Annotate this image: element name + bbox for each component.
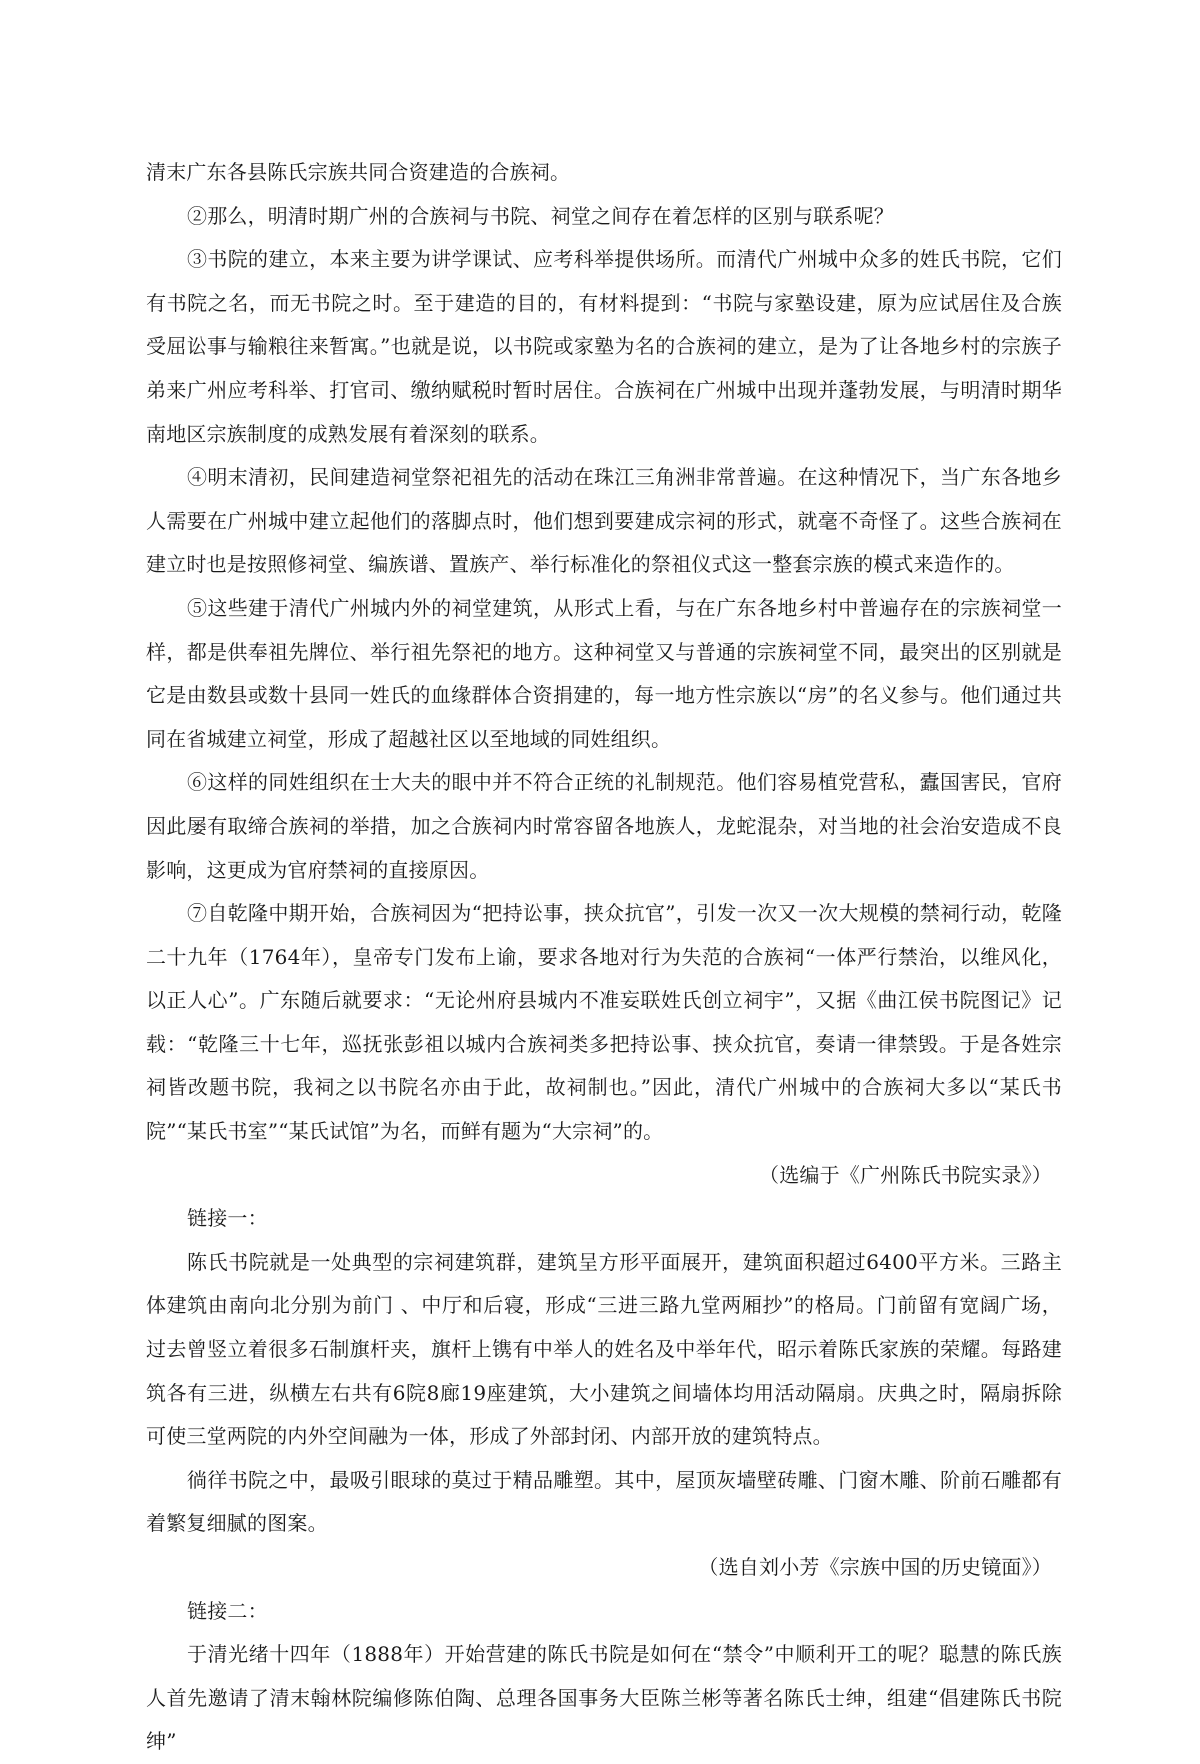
paragraph-6: ⑥这样的同姓组织在士大夫的眼中并不符合正统的礼制规范。他们容易植党营私，蠹国害民，官府因此屡有取缔合族祠的举措，加之合族祠内时常容留各地族人，龙蛇混杂，对当地的社会治安造成不良影响，这更成为官府禁祠的直接原因。 <box>146 770 1062 882</box>
paragraph-5: ⑤这些建于清代广州城内外的祠堂建筑，从形式上看，与在广东各地乡村中普遍存在的宗族祠堂一样，都是供奉祖先牌位、举行祖先祭祀的地方。这种祠堂又与普通的宗族祠堂不同，最突出的区别就是它是由数县或数十县同一姓氏的血缘群体合资捐建的，每一地方性宗族以“房”的名义参与。他们通过共同在省城建立祠堂，形成了超越社区以至地域的同姓组织。 <box>146 595 1062 751</box>
link-1-heading: 链接一： <box>187 1206 268 1231</box>
article-body <box>146 151 1062 1764</box>
link-2-paragraph-1: 于清光绪十四年（1888年）开始营建的陈氏书院是如何在“禁令”中顺利开工的呢？聪慧的陈氏族人首先邀请了清末翰林院编修陈伯陶、总理各国事务大臣陈兰彬等著名陈氏士绅，组建“倡建陈氏书院绅” <box>146 1642 1062 1754</box>
source-citation-1: （选编于《广州陈氏书院实录》） <box>759 1162 1052 1187</box>
paragraph-continuation: 清末广东各县陈氏宗族共同合资建造的合族祠。 <box>146 160 571 184</box>
paragraph-2: ②那么，明清时期广州的合族祠与书院、祠堂之间存在着怎样的区别与联系呢？ <box>187 203 894 228</box>
paragraph-4: ④明末清初，民间建造祠堂祭祀祖先的活动在珠江三角洲非常普遍。在这种情况下，当广东各地乡人需要在广州城中建立起他们的落脚点时，他们想到要建成宗祠的形式，就毫不奇怪了。这些合族祠在建立时也是按照修祠堂、编族谱、置族产、举行标准化的祭祖仪式这一整套宗族的模式来造作的。 <box>146 465 1062 577</box>
source-citation-2: （选自刘小芳《宗族中国的历史镜面》） <box>698 1555 1052 1579</box>
link-1-paragraph-2: 徜徉书院之中，最吸引眼球的莫过于精品雕塑。其中，屋顶灰墙壁砖雕、门窗木雕、阶前石雕都有着繁复细腻的图案。 <box>146 1467 1062 1536</box>
link-1-paragraph-1: 陈氏书院就是一处典型的宗祠建筑群，建筑呈方形平面展开，建筑面积超过6400平方米。三路主体建筑由南向北分别为前门 、中厅和后寝，形成“三进三路九堂两厢抄”的格局。门前留有宽阔广场，过去曾竖立着很多石制旗杆夹，旗杆上镌有中举人的姓名及中举年代，昭示着陈氏家族的荣耀。每路建筑各有三进，纵横左右共有6院8廊19座建筑，大小建筑之间墙体均用活动隔扇。庆典之时，隔扇拆除可使三堂两院的内外空间融为一体，形成了外部封闭、内部开放的建筑特点。 <box>146 1249 1062 1449</box>
paragraph-3: ③书院的建立，本来主要为讲学课试、应考科举提供场所。而清代广州城中众多的姓氏书院，它们有书院之名，而无书院之时。至于建造的目的，有材料提到：“书院与家塾设建，原为应试居住及合族受屈讼事与输粮往来暂寓。”也就是说，以书院或家塾为名的合族祠的建立，是为了让各地乡村的宗族子弟来广州应考科举、打官司、缴纳赋税时暂时居住。合族祠在广州城中出现并蓬勃发展，与明清时期华南地区宗族制度的成熟发展有着深刻的联系。 <box>146 247 1062 446</box>
link-2-heading: 链接二： <box>187 1598 268 1623</box>
paragraph-7: ⑦自乾隆中期开始，合族祠因为“把持讼事，挟众抗官”，引发一次又一次大规模的禁祠行动，乾隆二十九年（1764年），皇帝专门发布上谕，要求各地对行为失范的合族祠“一体严行禁治，以维风化，以正人心”。广东随后就要求：“无论州府县城内不准妄联姓氏创立祠宇”，又据《曲江侯书院图记》记载：“乾隆三十七年，巡抚张彭祖以城内合族祠类多把持讼事、挟众抗官，奏请一律禁毁。于是各姓宗祠皆改题书院，我祠之以书院名亦由于此，故祠制也。”因此，清代广州城中的合族祠大多以“某氏书院”“某氏书室”“某氏试馆”为名，而鲜有题为“大宗祠”的。 <box>146 901 1062 1144</box>
